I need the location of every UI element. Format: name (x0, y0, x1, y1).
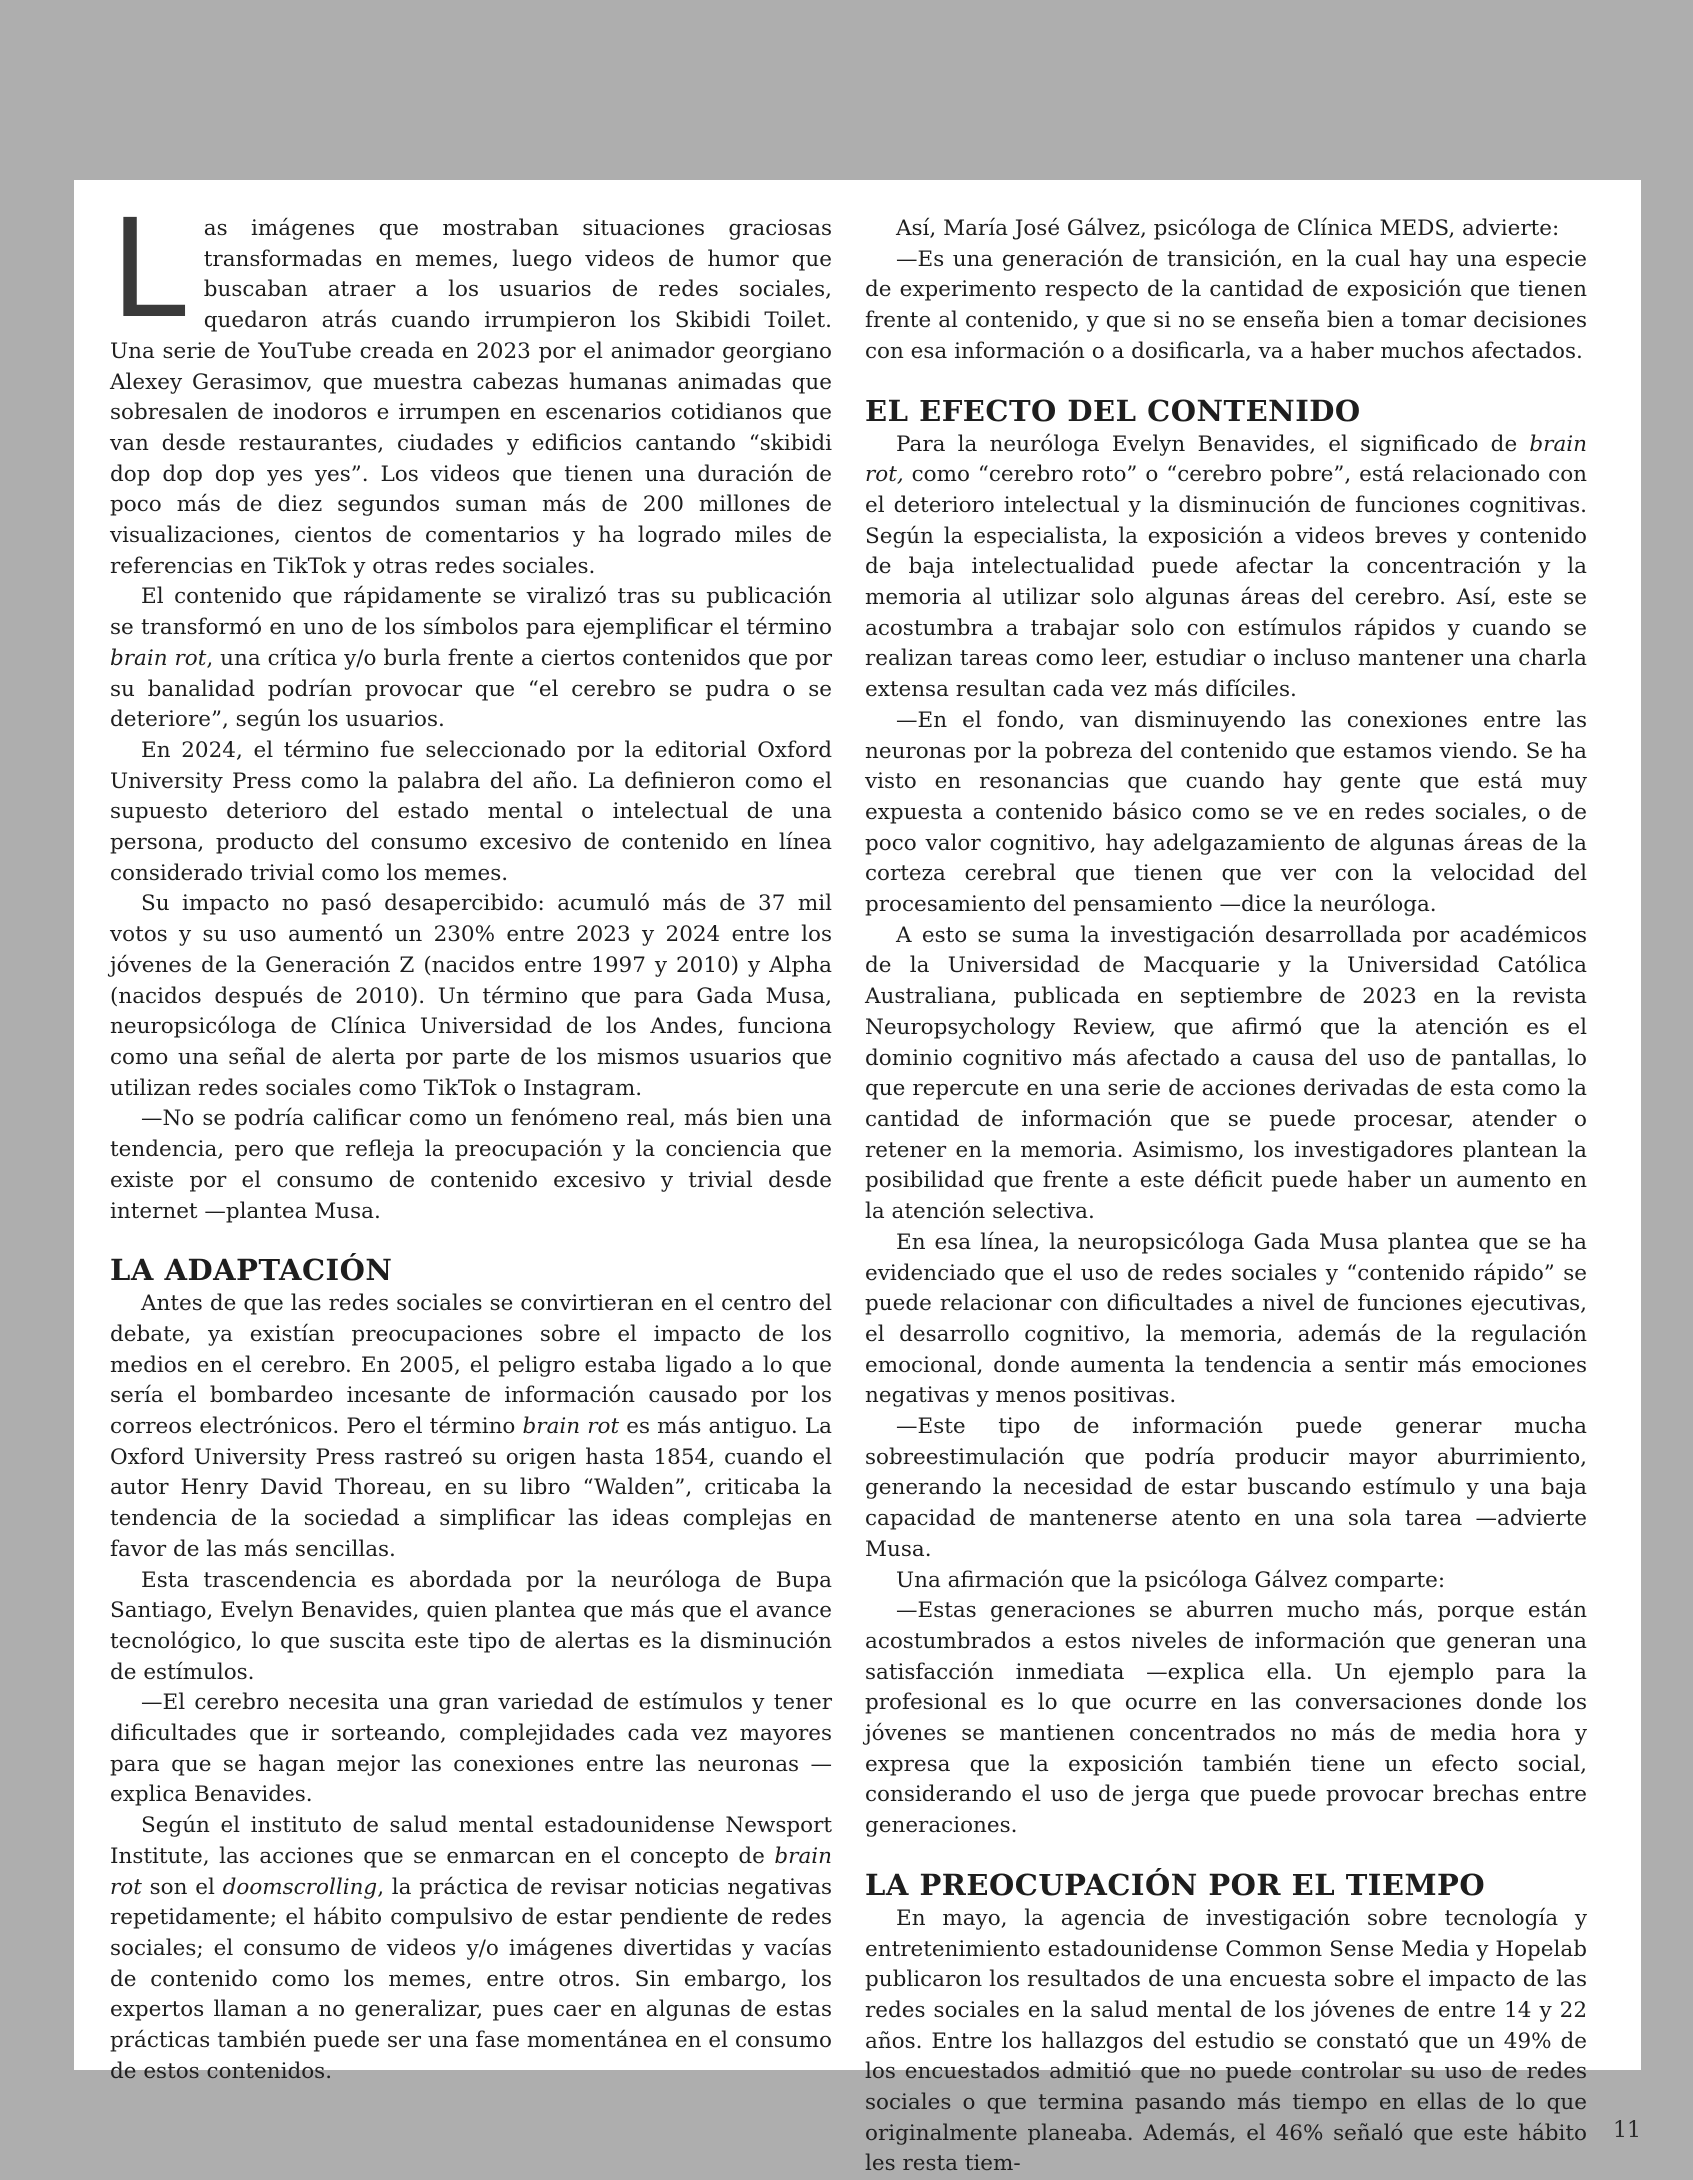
paragraph: En esa línea, la neuropsicóloga Gada Musa plantea que se ha evidenciado que el uso de redes sociales y “contenido rápido” se puede relacionar con dificultades a nivel de funciones ejecutivas, el desarrollo cognitivo, la memoria, además de la regulación emocional, donde aumenta la tendencia a sentir más emociones negativas y menos positivas. (865, 1229, 1587, 1409)
paragraph: El contenido que rápidamente se viralizó tras su publicación se transformó en uno de los símbolos para ejemplificar el término brain rot, una crítica y/o burla frente a ciertos contenidos que por su banalidad podrían provocar que “el cerebro se pudra o se deteriore”, según los usuarios. (110, 584, 832, 733)
paragraph: A esto se suma la investigación desarrollada por académicos de la Universidad de Macquarie y la Universidad Católica Australiana, publicada en septiembre de 2023 en la revista Neuropsychology Review, que afirmó que la atención es el dominio cognitivo más afectado a causa del uso de pantallas, lo que repercute en una serie de acciones derivadas de esta como la cantidad de información que se puede procesar, atender o retener en la memoria. Asimismo, los investigadores plantean la posibilidad que frente a este déficit puede haber un aumento en la atención selectiva. (865, 922, 1587, 1225)
opening-paragraph: as imágenes que mostraban situaciones graciosas transformadas en memes, luego videos de humor que buscaban atraer a los usuarios de redes sociales, quedaron atrás cuando irrumpieron los Skibidi Toilet. Una serie de YouTube creada en 2023 por el animador georgiano Alexey Gerasimov, que muestra cabezas humanas animadas que sobresalen de inodoros e irrumpen en escenarios cotidianos que van desde restaurantes, ciudades y edificios cantando “skibidi dop dop dop yes yes”. Los videos que tienen una duración de poco más de diez segundos suman más de 200 millones de visualizaciones, cientos de comentarios y ha logrado miles de referencias en TikTok y otras redes sociales. (110, 216, 832, 579)
paragraph: Según el instituto de salud mental estadounidense Newsport Institute, las acciones que se enmarcan en el concepto de brain rot son el doomscrolling, la práctica de revisar noticias negativas repetidamente; el hábito compulsivo de estar pendiente de redes sociales; el consumo de videos y/o imágenes divertidas y vacías de contenido como los memes, entre otros. Sin embargo, los expertos llaman a no generalizar, pues caer en algunas de estas prácticas también puede ser una fase momentánea en el consumo de estos contenidos. (110, 1813, 832, 2084)
paragraph: Así, María José Gálvez, psicóloga de Clínica MEDS, advierte: (896, 216, 1560, 241)
section-heading-efecto: EL EFECTO DEL CONTENIDO (865, 393, 1361, 428)
paragraph: En mayo, la agencia de investigación sobre tecnología y entretenimiento estadounidense Common Sense Media y Hopelab publicaron los resultados de una encuesta sobre el impacto de las redes sociales en la salud mental de los jóvenes de entre 14 y 22 años. Entre los hallazgos del estudio se constató que un 49% de los encuestados admitió que no puede controlar su uso de redes sociales o que termina pasando más tiempo en ellas de lo que originalmente planeaba. Además, el 46% señaló que este hábito les resta tiem- (865, 1905, 1587, 2177)
opening-paragraph-block (110, 191, 832, 582)
page-number: 11 (1613, 2118, 1641, 2143)
right-column (865, 214, 1587, 2180)
quote-paragraph: —Estas generaciones se aburren mucho más, porque están acostumbrados a estos niveles de información que generan una satisfacción inmediata —explica ella. Un ejemplo para la profesional es lo que ocurre en las conversaciones donde los jóvenes se mantienen concentrados no más de media hora y expresa que la exposición también tiene un efecto social, considerando el uso de jerga que puede provocar brechas entre generaciones. (865, 1598, 1587, 1839)
quote-paragraph: —No se podría calificar como un fenómeno real, más bien una tendencia, pero que refleja la preocupación y la conciencia que existe por el consumo de contenido excesivo y trivial desde internet —plantea Musa. (110, 1106, 832, 1224)
quote-paragraph: —Este tipo de información puede generar mucha sobreestimulación que podría producir mayor aburrimiento, generando la necesidad de estar buscando estímulo y una baja capacidad de mantenerse atento en una sola tarea —advierte Musa. (865, 1414, 1587, 1562)
paragraph: Una afirmación que la psicóloga Gálvez comparte: (896, 1567, 1446, 1593)
paragraph: Su impacto no pasó desapercibido: acumuló más de 37 mil votos y su uso aumentó un 230% entre 2023 y 2024 entre los jóvenes de la Generación Z (nacidos entre 1997 y 2010) y Alpha (nacidos después de 2010). Un término que para Gada Musa, neuropsicóloga de Clínica Universidad de los Andes, funciona como una señal de alerta por parte de los mismos usuarios que utilizan redes sociales como TikTok o Instagram. (110, 891, 832, 1101)
left-column (110, 191, 832, 2087)
quote-paragraph: —En el fondo, van disminuyendo las conexiones entre las neuronas por la pobreza del contenido que estamos viendo. Se ha visto en resonancias que cuando hay gente que está muy expuesta a contenido básico como se ve en redes sociales, o de poco valor cognitivo, hay adelgazamiento de algunas áreas de la corteza cerebral que tienen que ver con la velocidad del procesamiento del pensamiento —dice la neuróloga. (865, 707, 1587, 918)
quote-paragraph: —El cerebro necesita una gran variedad de estímulos y tener dificultades que ir sorteando, complejidades cada vez mayores para que se hagan mejor las conexiones entre las neuronas —explica Benavides. (110, 1690, 832, 1808)
paragraph: Esta trascendencia es abordada por la neuróloga de Bupa Santiago, Evelyn Benavides, quien plantea que más que el avance tecnológico, lo que suscita este tipo de alertas es la disminución de estímulos. (110, 1567, 832, 1685)
paragraph: Antes de que las redes sociales se convirtieran en el centro del debate, ya existían preocupaciones sobre el impacto de los medios en el cerebro. En 2005, el peligro estaba ligado a lo que sería el bombardeo incesante de información causado por los correos electrónicos. Pero el término brain rot es más antiguo. La Oxford University Press rastreó su origen hasta 1854, cuando el autor Henry David Thoreau, en su libro “Walden”, criticaba la tendencia de la sociedad a simplificar las ideas complejas en favor de las más sencillas. (110, 1291, 832, 1562)
section-heading-adaptacion: LA ADAPTACIÓN (110, 1253, 393, 1288)
paragraph: En 2024, el término fue seleccionado por la editorial Oxford University Press como la palabra del año. La definieron como el supuesto deterioro del estado mental o intelectual de una persona, producto del consumo excesivo de contenido en línea considerado trivial como los memes. (110, 737, 832, 886)
section-heading-tiempo: LA PREOCUPACIÓN POR EL TIEMPO (865, 1867, 1486, 1902)
quote-paragraph: —Es una generación de transición, en la cual hay una especie de experimento respecto de la cantidad de exposición que tienen frente al contenido, y que si no se enseña bien a tomar decisiones con esa información o a dosificarla, va a haber muchos afectados. (865, 246, 1587, 364)
paragraph: Para la neuróloga Evelyn Benavides, el significado de brain rot, como “cerebro roto” o “cerebro pobre”, está relacionado con el deterioro intelectual y la disminución de funciones cognitivas. Según la especialista, la exposición a videos breves y contenido de baja intelectualidad puede afectar la concentración y la memoria al utilizar solo algunas áreas del cerebro. Así, este se acostumbra a trabajar solo con estímulos rápidos y cuando se realizan tareas como leer, estudiar o incluso mantener una charla extensa resultan cada vez más difíciles. (865, 431, 1587, 703)
drop-cap: L (110, 191, 186, 349)
